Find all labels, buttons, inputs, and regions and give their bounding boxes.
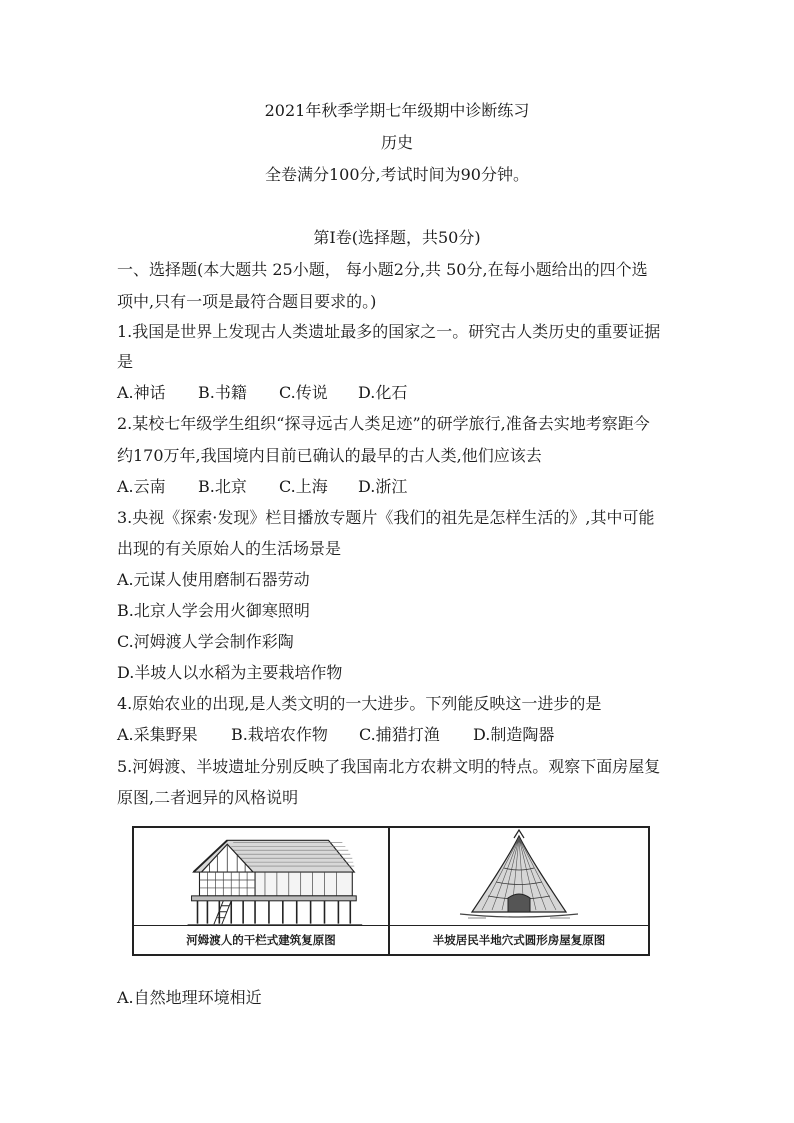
question-2-stem-line-2: 约170万年,我国境内目前已确认的最早的古人类,他们应该去 (117, 446, 542, 465)
exam-instructions: 全卷满分100分,考试时间为90分钟。 (265, 165, 529, 184)
question-2-stem-line-1: 2.某校七年级学生组织“探寻远古人类足迹”的研学旅行,准备去实地考察距今 (117, 414, 650, 433)
subject-title: 历史 (380, 133, 413, 152)
question-3-option-c: C.河姆渡人学会制作彩陶 (117, 632, 294, 651)
section-title: 第Ⅰ卷(选择题，共50分) (313, 228, 481, 247)
question-4-option-d: D.制造陶器 (473, 725, 555, 744)
question-1-stem-line-1: 1.我国是世界上发现古人类遗址最多的国家之一。研究古人类历史的重要证据 (117, 322, 661, 341)
section-intro-line-1: 一、选择题(本大题共 25小题， 每小题2分,共 50分,在每小题给出的四个选 (117, 260, 648, 279)
question-1-option-a: A.神话 (117, 383, 166, 402)
question-5-stem-line-2: 原图,二者迥异的风格说明 (117, 788, 299, 807)
question-5-stem-line-1: 5.河姆渡、半坡遗址分别反映了我国南北方农耕文明的特点。观察下面房屋复 (117, 757, 661, 776)
question-5-option-a: A.自然地理环境相近 (117, 988, 262, 1007)
question-1-stem-line-2: 是 (117, 352, 134, 371)
question-4-option-c: C.捕猎打渔 (359, 725, 440, 744)
question-3-stem-line-2: 出现的有关原始人的生活场景是 (117, 539, 342, 558)
question-3-stem-line-1: 3.央视《探索·发现》栏目播放专题片《我们的祖先是怎样生活的》,其中可能 (117, 508, 655, 527)
figure-panel-banpo (390, 828, 648, 954)
question-2-option-d: D.浙江 (358, 477, 408, 496)
question-3-option-d: D.半坡人以水稻为主要栽培作物 (117, 663, 343, 682)
question-4-option-a: A.采集野果 (117, 725, 198, 744)
question-2-option-b: B.北京 (198, 477, 247, 496)
question-1-option-b: B.书籍 (198, 383, 247, 402)
question-2-option-c: C.上海 (279, 477, 328, 496)
question-4-stem-line-1: 4.原始农业的出现,是人类文明的一大进步。下列能反映这一进步的是 (117, 694, 602, 713)
exam-title: 2021年秋季学期七年级期中诊断练习 (264, 101, 530, 120)
round-pit-house-illustration (390, 828, 648, 928)
figure-caption-hemudu: 河姆渡人的干栏式建筑复原图 (134, 925, 388, 954)
section-intro-line-2: 项中,只有一项是最符合题目要求的。) (117, 292, 377, 311)
question-3-option-a: A.元谋人使用磨制石器劳动 (117, 570, 310, 589)
question-4-option-b: B.栽培农作物 (231, 725, 328, 744)
stilt-house-illustration (134, 828, 388, 928)
question-2-option-a: A.云南 (117, 477, 166, 496)
figure-panel-hemudu (134, 828, 390, 954)
question-3-option-b: B.北京人学会用火御寒照明 (117, 601, 310, 620)
house-reconstruction-figure (132, 826, 650, 956)
question-1-option-c: C.传说 (279, 383, 328, 402)
question-1-option-d: D.化石 (358, 383, 408, 402)
figure-caption-banpo: 半坡居民半地穴式圆形房屋复原图 (390, 925, 648, 954)
